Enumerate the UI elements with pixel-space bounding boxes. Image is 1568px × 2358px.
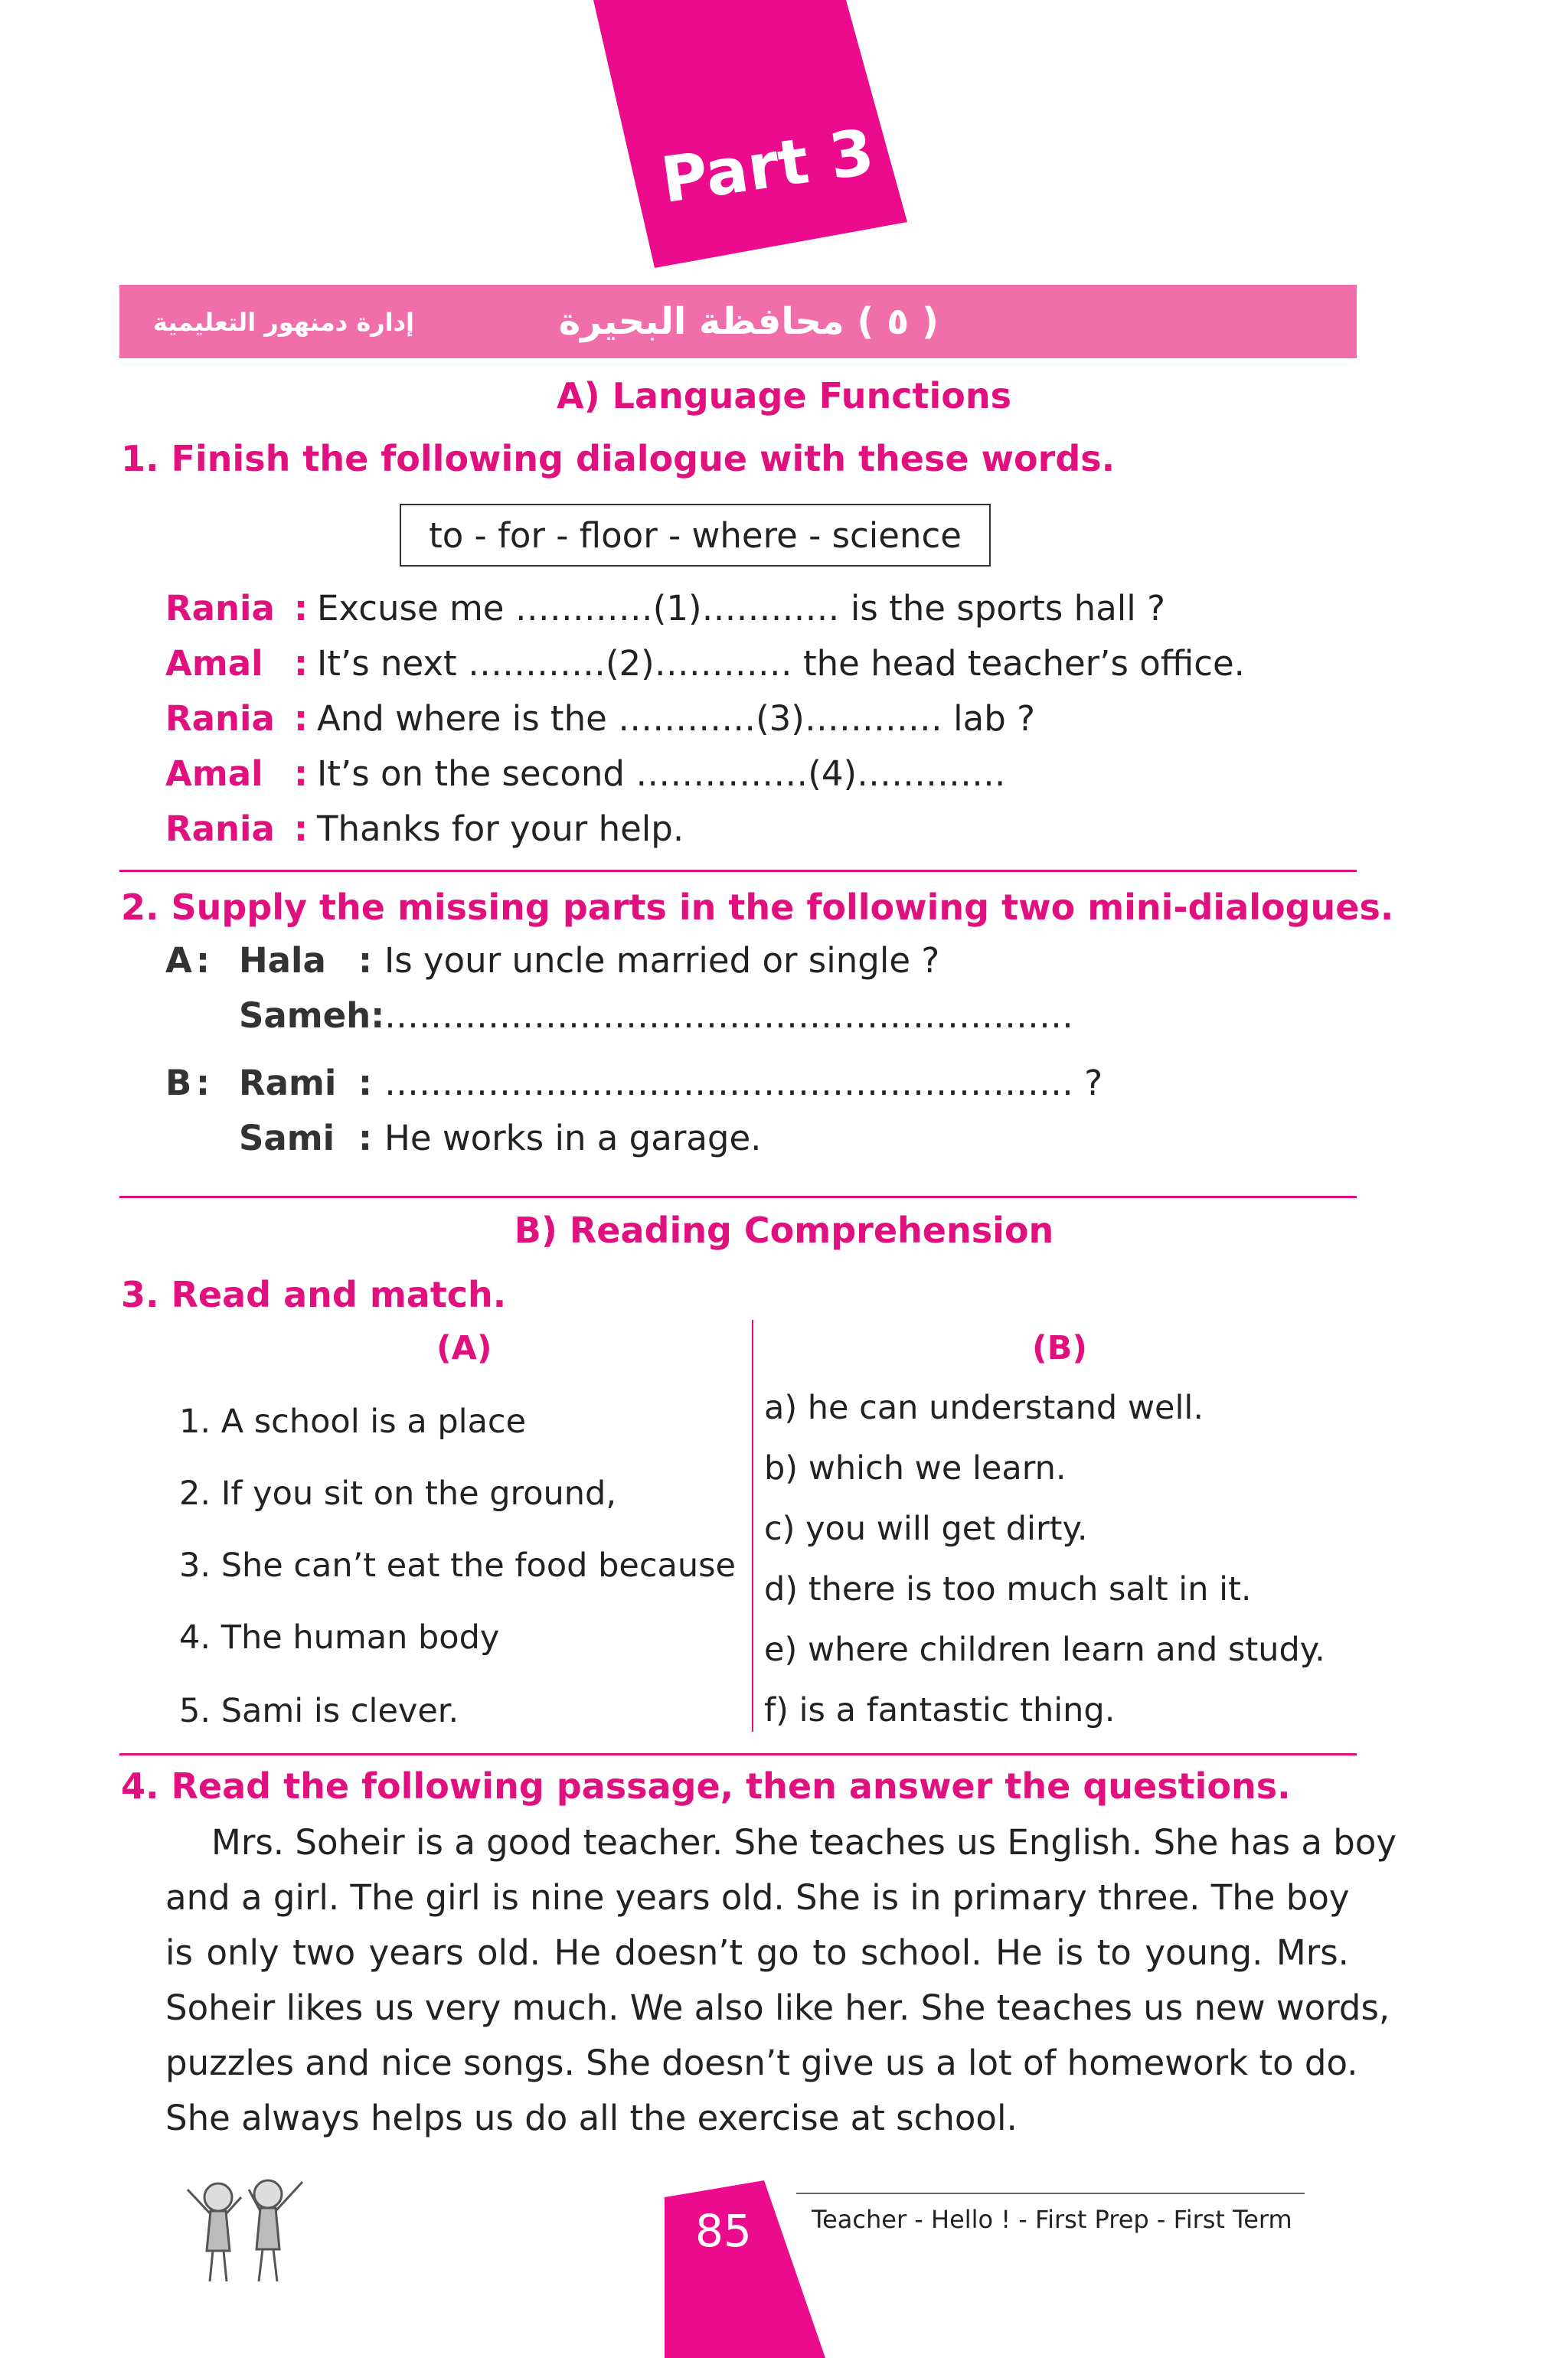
match-item-b: d) there is too much salt in it. [764,1570,1252,1608]
speaker: Rania [165,698,275,739]
mini-dialogue-line [165,940,1314,989]
match-item-b: b) which we learn. [764,1449,1067,1488]
dialogue-text: Is your uncle married or single ? [384,940,940,981]
colon: : [294,698,308,739]
colon: : [294,808,308,849]
mini-dialogue-label: A [165,940,192,981]
divider [119,1196,1357,1198]
speaker: Sami [239,1118,335,1158]
colon: : [294,643,308,684]
section-a-title: A) Language Functions [557,375,1011,416]
passage-line: She always helps us do all the exercise at school. [165,2098,1018,2138]
match-item-b: e) where children learn and study. [764,1631,1325,1669]
dialogue-text: Thanks for your help. [317,808,684,849]
match-item-b: f) is a fantastic thing. [764,1691,1116,1729]
mini-dialogue-line [165,1118,1314,1167]
match-item-a: 2. If you sit on the ground, [179,1475,617,1513]
speaker: Rania [165,588,275,629]
q1-title: 1. Finish the following dialogue with these words. [121,438,1116,479]
speaker: Amal [165,643,263,684]
answer-blank: …………………………………………………… [384,995,1073,1036]
q2-title: 2. Supply the missing parts in the following two mini-dialogues. [121,887,1394,928]
word-box [400,504,991,567]
colon: : [358,940,372,981]
match-item-b: a) he can understand well. [764,1389,1204,1427]
column-b-header: (B) [1032,1329,1088,1367]
word-box-text: to - for - floor - where - science [429,514,962,556]
book-title: Teacher - Hello ! - First Prep - First Term [812,2205,1292,2234]
match-item-a: 4. The human body [179,1618,500,1657]
passage-line: is only two years old. He doesn’t go to school. He is to young. Mrs. [165,1932,1349,1973]
mini-dialogue-line [165,1063,1314,1112]
dialogue-text: It’s on the second ……………(4)…………. [317,753,1006,794]
match-item-a: 3. She can’t eat the food because [179,1546,736,1585]
section-b-title: B) Reading Comprehension [514,1210,1054,1251]
dialogue-text: Excuse me …………(1)………… is the sports hall ? [317,588,1165,629]
divider [119,870,1357,872]
administration-label: إدارة دمنهور التعليمية [153,308,415,337]
speaker: Sameh: [239,995,385,1036]
match-item-b: c) you will get dirty. [764,1510,1088,1548]
divider [119,1753,1357,1755]
q4-title: 4. Read the following passage, then answer the questions. [121,1765,1291,1807]
speaker: Amal [165,753,263,794]
dialogue-text: And where is the …………(3)………… lab ? [317,698,1035,739]
speaker: Hala [239,940,326,981]
colon: : [294,753,308,794]
two-kids-cartoon-icon [176,2167,314,2289]
mini-dialogue-label: B [165,1063,192,1103]
match-item-a: 5. Sami is clever. [179,1692,459,1730]
passage-line: and a girl. The girl is nine years old. She is in primary three. The boy [165,1877,1350,1918]
passage-line: Soheir likes us very much. We also like her. She teaches us new words, [165,1987,1390,2028]
colon: : [196,940,210,981]
dialogue-text: It’s next …………(2)………… the head teacher’s office. [317,643,1245,684]
governorate-label: ( ٥ ) محافظة البحيرة [558,300,939,343]
passage-line: Mrs. Soheir is a good teacher. She teaches us English. She has a boy [211,1822,1397,1863]
footer-rule [796,2193,1305,2194]
q3-title: 3. Read and match. [121,1274,507,1315]
passage-line: puzzles and nice songs. She doesn’t give us a lot of homework to do. [165,2043,1358,2083]
mini-dialogue-line [165,995,1314,1044]
colon: : [294,588,308,629]
colon: : [358,1118,372,1158]
match-divider [752,1320,753,1732]
part-title: Part 3 [657,116,878,218]
dialogue-text: He works in a garage. [384,1118,762,1158]
page-number: 85 [695,2205,752,2257]
colon: : [196,1063,210,1103]
column-a-header: (A) [436,1329,492,1367]
answer-blank: …………………………………………………… ? [384,1063,1103,1103]
speaker: Rania [165,808,275,849]
speaker: Rami [239,1063,337,1103]
match-item-a: 1. A school is a place [179,1403,527,1441]
colon: : [358,1063,372,1103]
